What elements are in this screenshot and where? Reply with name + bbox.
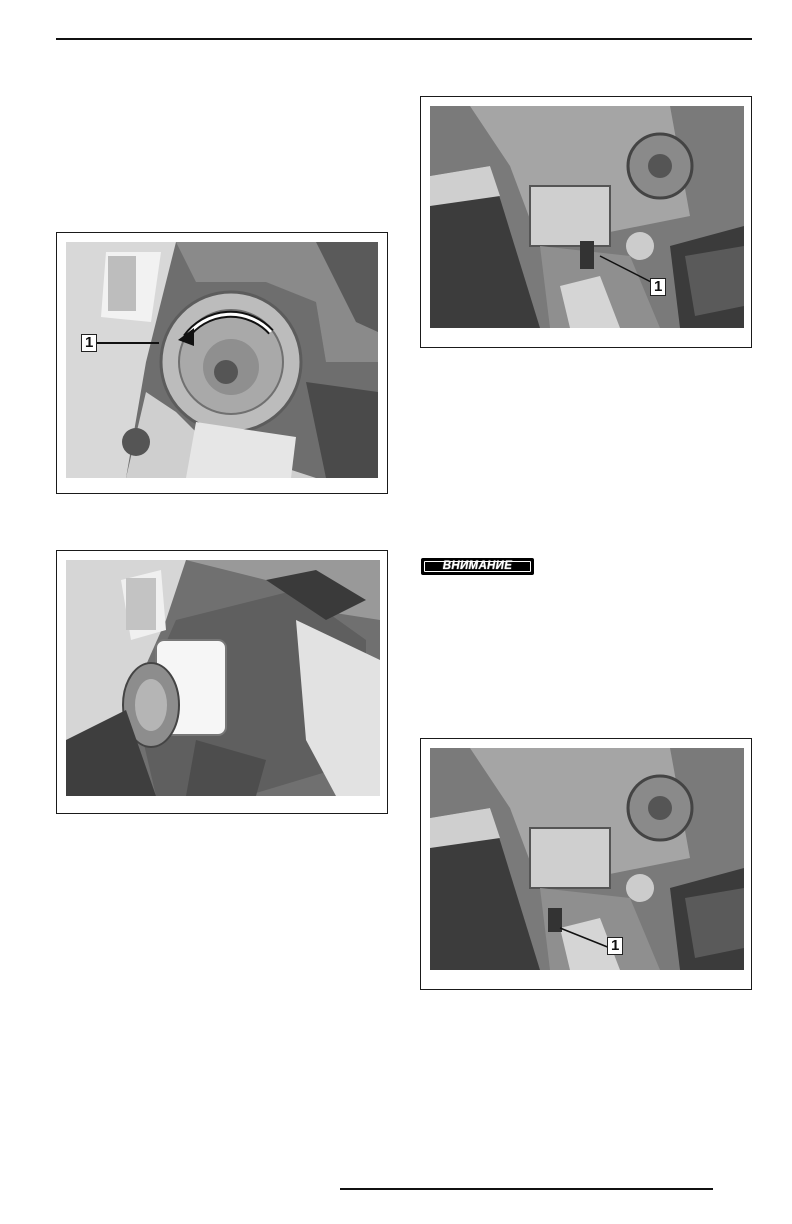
photo-air-filter-cartridge	[66, 560, 380, 796]
footer-rule	[340, 1188, 713, 1190]
callout-1: 1	[650, 278, 666, 296]
callout-1: 1	[81, 334, 97, 352]
photo-air-filter-cover	[66, 242, 378, 478]
figure-air-filter-cover	[56, 232, 388, 494]
figure-engine-compartment-top	[420, 96, 752, 348]
figure-engine-compartment-bottom	[420, 738, 752, 990]
photo-engine-compartment-bottom	[430, 748, 744, 970]
header-rule	[56, 38, 752, 40]
callout-leader-line	[97, 342, 159, 344]
figure-air-filter-cartridge	[56, 550, 388, 814]
callout-1: 1	[607, 937, 623, 955]
caution-label: ВНИМАНИЕ	[442, 560, 513, 572]
photo-engine-compartment-top	[430, 106, 744, 328]
caution-badge	[421, 558, 534, 575]
